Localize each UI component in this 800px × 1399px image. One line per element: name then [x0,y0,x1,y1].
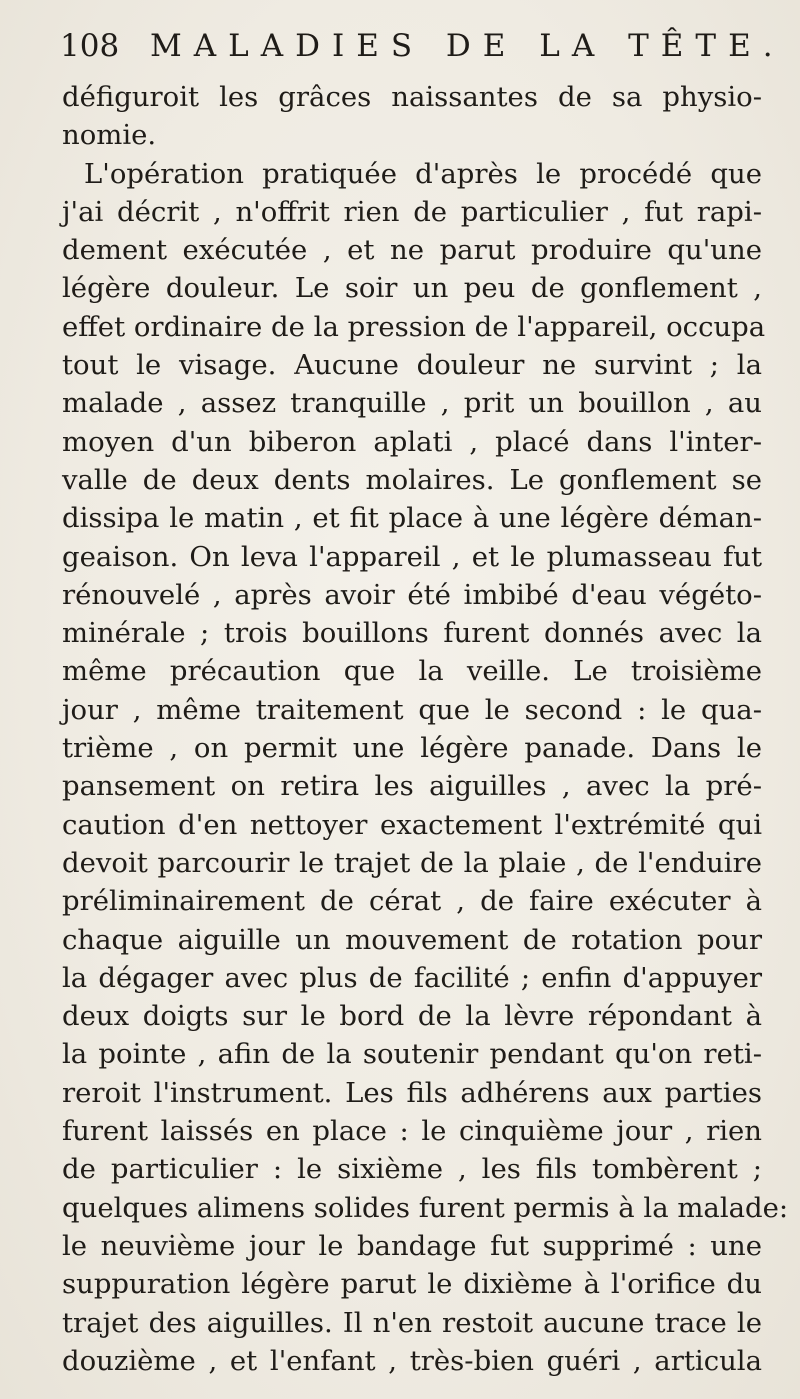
text-line: moyen d'un biberon aplati , placé dans l'inter- [62,425,762,458]
text-line: chaque aiguille un mouvement de rotation pour [62,923,762,956]
text-line: la pointe , afin de la soutenir pendant qu'on reti- [62,1038,762,1071]
text-line: tout le visage. Aucune douleur ne survint ; la [62,349,762,382]
text-line: dement exécutée , et ne parut produire qu'une [62,234,762,267]
page-header [60,22,785,70]
text-line: rénouvelé , après avoir été imbibé d'eau végéto- [62,578,762,611]
text-line: de particulier : le sixième , les fils tombèrent ; [62,1153,762,1186]
text-line: geaison. On leva l'appareil , et le plumasseau fut [62,540,762,573]
text-line: L'opération pratiquée d'après le procédé que [84,157,762,190]
text-line: le neuvième jour le bandage fut supprimé : une [62,1229,762,1262]
text-line: effet ordinaire de la pression de l'appareil, occupa [62,310,766,343]
text-line: caution d'en nettoyer exactement l'extrémité qui [62,808,762,841]
text-line: dissipa le matin , et fit place à une légère déman- [62,502,762,535]
text-line: reroit l'instrument. Les fils adhérens aux parties [62,1076,762,1109]
text-line: défiguroit les grâces naissantes de sa physio- [62,81,762,113]
text-line: quelques alimens solides furent permis à la malade: [62,1191,789,1224]
page-number: 108 [60,28,120,64]
text-line: deux doigts sur le bord de la lèvre répondant à [62,1000,762,1033]
text-line: jour , même traitement que le second : le qua- [62,693,762,726]
text-line: douzième , et l'enfant , très-bien guéri , articula [62,1344,762,1377]
text-line: j'ai décrit , n'offrit rien de particulier , fut rapi- [62,195,762,228]
text-line: légère douleur. Le soir un peu de gonflement , [62,272,762,305]
text-line: même précaution que la veille. Le troisième [62,655,762,688]
text-line: pansement on retira les aiguilles , avec la pré- [62,770,762,803]
text-line: nomie. [62,119,157,152]
text-line: la dégager avec plus de facilité ; enfin d'appuyer [62,961,762,994]
text-line: préliminairement de cérat , de faire exécuter à [62,885,762,918]
text-line: trième , on permit une légère panade. Dans le [62,732,762,765]
text-line: suppuration légère parut le dixième à l'orifice du [62,1268,762,1301]
body-text [62,78,789,1380]
text-line: trajet des aiguilles. Il n'en restoit aucune trace le [62,1306,762,1339]
running-title: MALADIES DE LA TÊTE. [150,28,785,64]
text-line: minérale ; trois bouillons furent donnés avec la [62,617,762,650]
text-line: malade , assez tranquille , prit un bouillon , au [62,387,762,420]
text-line: valle de deux dents molaires. Le gonflement se [62,463,762,496]
text-line: furent laissés en place : le cinquième jour , rien [62,1115,762,1148]
text-line: devoit parcourir le trajet de la plaie , de l'enduire [62,846,762,879]
